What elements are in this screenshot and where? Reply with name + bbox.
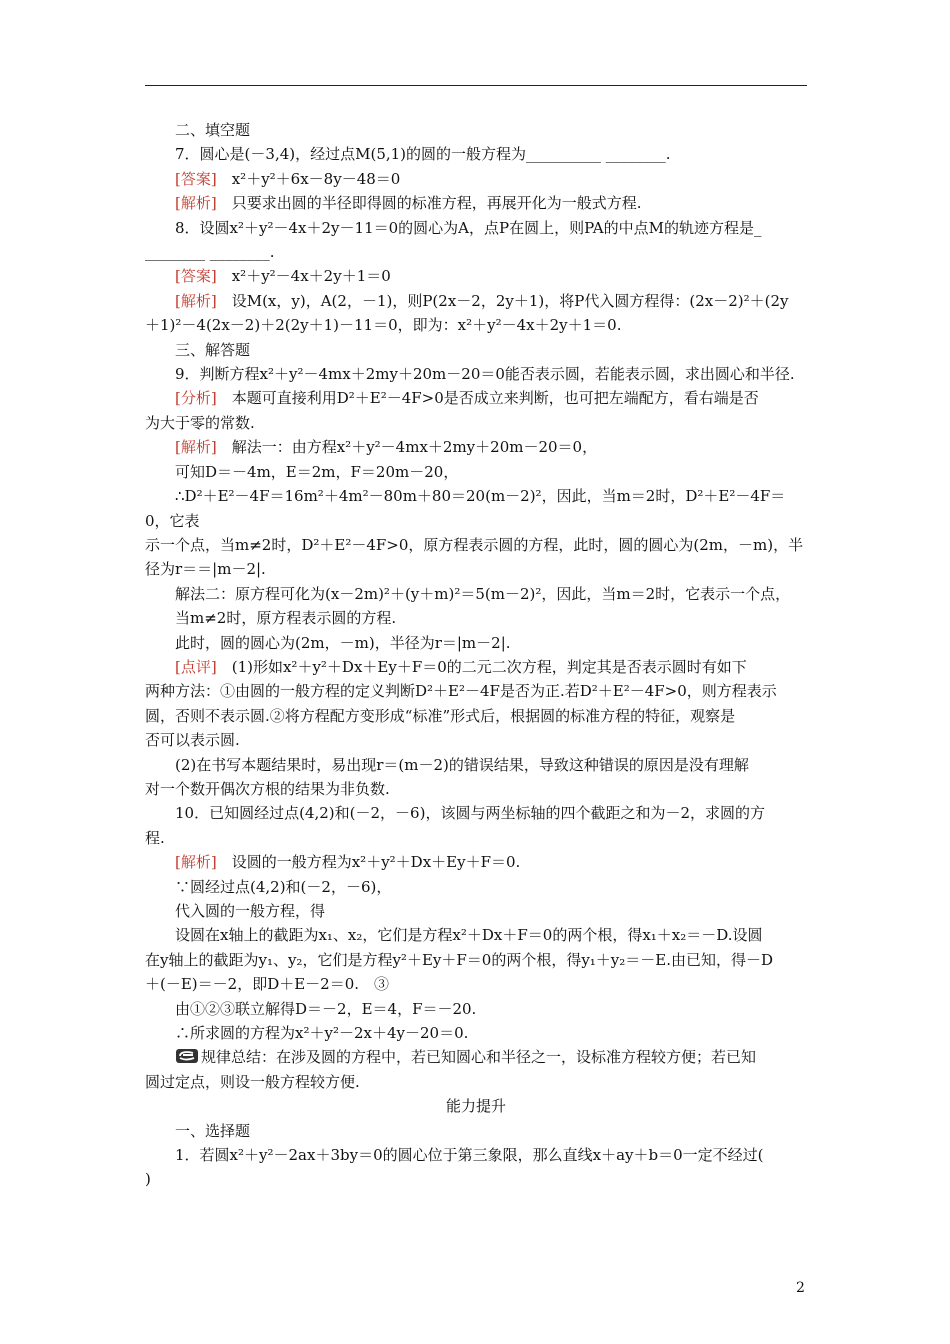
analysis-7: [解析] 只要求出圆的半径即得圆的标准方程，再展开化为一般式方程. — [175, 194, 642, 213]
question-8: 8．设圆x²＋y²－4x＋2y－11＝0的圆心为A，点P在圆上，则PA的中点M的轨迹方程是_ — [175, 218, 762, 237]
summary — [145, 1045, 807, 1069]
solution-10-line: 由①②③联立解得D＝－2，E＝4，F＝－20. — [175, 999, 477, 1018]
solution-10-line: 代入圆的一般方程，得 — [175, 902, 326, 920]
analysis-8: [解析] 设M(x，y)，A(2，－1)，则P(2x－2，2y＋1)，将P代入圆方程得：(2x－2)²＋(2y — [175, 291, 789, 310]
comment-9-cont: 否可以表示圆. — [145, 731, 240, 750]
solution-9-method2-cont: 当m≠2时，原方程表示圆的方程. — [175, 609, 397, 628]
solution-10-line: 设圆在x轴上的截距为x₁、x₂，它们是方程x²＋Dx＋F＝0的两个根，得x₁＋x₂＝－D.设圆 — [175, 926, 763, 945]
section-heading: 二、填空题 — [175, 121, 251, 139]
comment-9-cont: 两种方法：①由圆的一般方程的定义判断D²＋E²－4F是否为正.若D²＋E²－4F>0，则方程表示 — [145, 682, 777, 701]
solution-9-line: 可知D＝－4m，E＝2m，F＝20m－20， — [175, 462, 459, 481]
section-tag: [答案] — [175, 169, 217, 188]
comment-9-part2-cont: 对一个数开偶次方根的结果为非负数. — [145, 779, 390, 798]
law-summary-icon — [175, 1048, 199, 1064]
analysis-9: [分析] 本题可直接利用D²＋E²－4F>0是否成立来判断，也可把左端配方，看右端是否 — [175, 389, 759, 408]
section-heading: 三、解答题 — [175, 340, 251, 359]
question-10: 10．已知圆经过点(4,2)和(－2，－6)，该圆与两坐标轴的四个截距之和为－2，求圆的方 — [175, 804, 765, 823]
header-rule — [145, 85, 807, 86]
analysis-9-cont: 为大于零的常数. — [145, 413, 255, 432]
document-body — [145, 118, 807, 1192]
summary-cont: 圆过定点，则设一般方程较方便. — [145, 1072, 360, 1091]
question-1: 1．若圆x²＋y²－2ax＋3by＝0的圆心位于第三象限，那么直线x＋ay＋b＝0一定不经过( — [175, 1146, 764, 1165]
question-9: 9．判断方程x²＋y²－4mx＋2my＋20m－20＝0能否表示圆，若能表示圆，求出圆心和半径. — [175, 365, 795, 384]
section-tag: [答案] — [175, 267, 217, 286]
section-tag: [解析] — [175, 291, 217, 310]
summary-text: 规律总结：在涉及圆的方程中，若已知圆心和半径之一，设标准方程较方便；若已知 — [201, 1048, 757, 1067]
answer-8: [答案] x²＋y²－4x＋2y＋1＝0 — [175, 267, 391, 286]
section-tag: [点评] — [175, 657, 217, 676]
page-number: 2 — [796, 1280, 805, 1296]
solution-9-conclusion: 此时，圆的圆心为(2m，－m)，半径为r＝|m－2|. — [175, 633, 511, 652]
solution-9-method2: 解法二：原方程可化为(x－2m)²＋(y＋m)²＝5(m－2)²，因此，当m＝2时，它表示一个点， — [175, 584, 791, 603]
question-7: 7．圆心是(－3,4)，经过点M(5,1)的圆的一般方程为__________ ________. — [175, 145, 671, 164]
solution-9: [解析] 解法一：由方程x²＋y²－4mx＋2my＋20m－20＝0， — [175, 438, 598, 457]
solution-9-line: ∴D²＋E²－4F＝16m²＋4m²－80m＋80＝20(m－2)²，因此，当m＝2时，D²＋E²－4F＝0，它表 — [145, 487, 786, 530]
section-heading: 一、选择题 — [175, 1121, 251, 1140]
solution-10: [解析] 设圆的一般方程为x²＋y²＋Dx＋Ey＋F＝0. — [175, 853, 521, 872]
section-tag: [分析] — [175, 389, 217, 408]
comment-9-part2: (2)在书写本题结果时，易出现r＝(m－2)的错误结果，导致这种错误的原因是没有理解 — [175, 755, 749, 774]
answer-7: [答案] x²＋y²＋6x－8y－48＝0 — [175, 169, 401, 188]
question-1-cont: ) — [145, 1170, 151, 1189]
section-tag: [解析] — [175, 853, 217, 872]
section-tag: [解析] — [175, 194, 217, 213]
solution-10-line: ＋(－E)＝－2，即D＋E－2＝0. ③ — [145, 975, 390, 994]
section-title: 能力提升 — [445, 1097, 506, 1116]
solution-9-line: 径为r＝＝|m－2|. — [145, 560, 266, 579]
comment-9-cont: 圆，否则不表示圆.②将方程配方变形成“标准”形式后，根据圆的标准方程的特征，观察是 — [145, 706, 736, 725]
question-10-cont: 程. — [145, 828, 165, 847]
solution-9-line: 示一个点，当m≠2时，D²＋E²－4F>0，原方程表示圆的方程，此时，圆的圆心为(2m，－m)，半 — [145, 535, 804, 554]
section-tag: [解析] — [175, 438, 217, 457]
comment-9: [点评] (1)形如x²＋y²＋Dx＋Ey＋F＝0的二元二次方程，判定其是否表示圆时有如下 — [175, 657, 747, 676]
analysis-8-cont: ＋1)²－4(2x－2)＋2(2y＋1)－11＝0，即为：x²＋y²－4x＋2y＋1＝0. — [145, 316, 622, 335]
solution-10-line: 在y轴上的截距为y₁、y₂，它们是方程y²＋Ey＋F＝0的两个根，得y₁＋y₂＝－E.由已知，得－D — [145, 950, 774, 969]
question-8-blank: ________ ________. — [145, 243, 275, 262]
solution-10-result: ∴所求圆的方程为x²＋y²－2x＋4y－20＝0. — [175, 1024, 469, 1043]
solution-10-line: ∵圆经过点(4,2)和(－2，－6)， — [175, 877, 392, 896]
